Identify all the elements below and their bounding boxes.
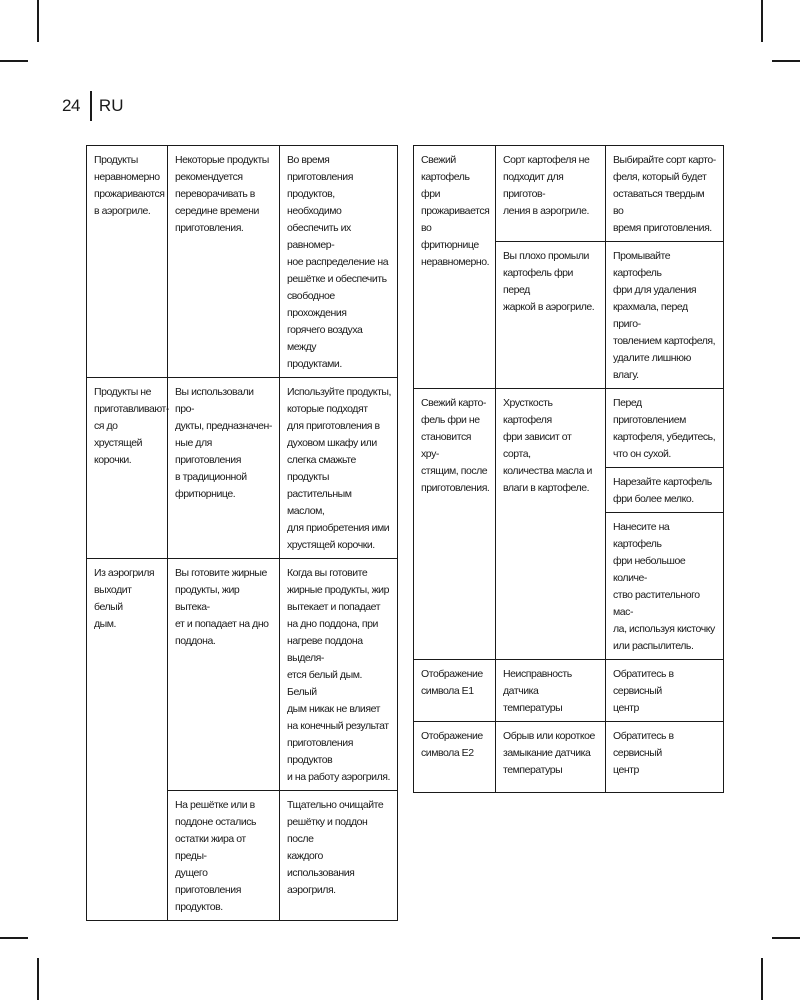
solution-cell: Тщательно очищайте решётку и поддон после каждого использования аэрогриля. [280,791,398,921]
problem-cell: Продукты не приготавливают- ся до хрустящей корочки. [87,378,168,559]
solution-cell: Когда вы готовите жирные продукты, жир вытекает и попадает на дно поддона, при нагреве поддона выделя- ется белый дым. Белый дым никак не влияет на конечный результат приготовления продуктов и на работу аэрогриля. [280,559,398,791]
crop-mark-bottom-left-v [37,958,39,1000]
table-row [414,389,724,468]
solution-cell: Нанесите на картофель фри небольшое количе- ство растительного мас- ла, используя кисточку или распылитель. [606,513,724,660]
crop-mark-top-left-v [37,0,39,42]
solution-cell: Обратитесь в сервисный центр [606,660,724,722]
page-header [62,90,123,122]
table-row [414,146,724,242]
problem-cell: Отображение символа Е1 [414,660,496,722]
crop-mark-bottom-right-v [761,958,763,1000]
cause-cell: Неисправность датчика температуры [496,660,606,722]
table-row [414,722,724,793]
problem-cell: Продукты неравномерно прожариваются в аэрогриле. [87,146,168,378]
solution-cell: Перед приготовлением картофеля, убедитесь, что он сухой. [606,389,724,468]
crop-mark-bottom-right-h [772,937,800,939]
page-number: 24 [62,96,80,115]
problem-cell: Свежий карто- фель фри не становится хру- стящим, после приготовления. [414,389,496,660]
table-row [87,559,398,791]
solution-cell: Во время приготовления продуктов, необходимо обеспечить их равномер- ное распределение на решётке и обеспечить свободное прохождения горячего воздуха между продуктами. [280,146,398,378]
crop-mark-top-right-v [761,0,763,42]
solution-cell: Обратитесь в сервисный центр [606,722,724,793]
problem-cell: Свежий картофель фри прожаривается во фритюрнице неравномерно. [414,146,496,389]
problem-cell: Из аэрогриля выходит белый дым. [87,559,168,921]
table-row [87,378,398,559]
solution-cell: Промывайте картофель фри для удаления крахмала, перед приго- товлением картофеля, удалите лишнюю влагу. [606,242,724,389]
cause-cell: На решётке или в поддоне остались остатки жира от преды- дущего приготовления продуктов. [168,791,280,921]
cause-cell: Вы готовите жирные продукты, жир вытека- ет и попадает на дно поддона. [168,559,280,791]
troubleshooting-table-right [413,145,724,793]
crop-mark-top-right-h [772,60,800,62]
cause-cell: Сорт картофеля не подходит для приготов- ления в аэрогриле. [496,146,606,242]
troubleshooting-table-left [86,145,398,921]
page-language: RU [98,96,124,115]
crop-mark-top-left-h [0,60,28,62]
cause-cell: Вы плохо промыли картофель фри перед жаркой в аэрогриле. [496,242,606,389]
header-divider [90,91,92,121]
problem-cell: Отображение символа Е2 [414,722,496,793]
cause-cell: Некоторые продукты рекомендуется переворачивать в середине времени приготовления. [168,146,280,378]
table-row [87,146,398,378]
crop-mark-bottom-left-h [0,937,28,939]
solution-cell: Выбирайте сорт карто- феля, который будет оставаться твердым во время приготовления. [606,146,724,242]
cause-cell: Вы использовали про- дукты, предназначен- ные для приготовления в традиционной фритюрнице. [168,378,280,559]
table-row [414,660,724,722]
cause-cell: Обрыв или короткое замыкание датчика температуры [496,722,606,793]
cause-cell: Хрусткость картофеля фри зависит от сорта, количества масла и влаги в картофеле. [496,389,606,660]
solution-cell: Нарезайте картофель фри более мелко. [606,468,724,513]
solution-cell: Используйте продукты, которые подходят для приготовления в духовом шкафу или слегка смажьте продукты растительным маслом, для приобретения ими хрустящей корочки. [280,378,398,559]
